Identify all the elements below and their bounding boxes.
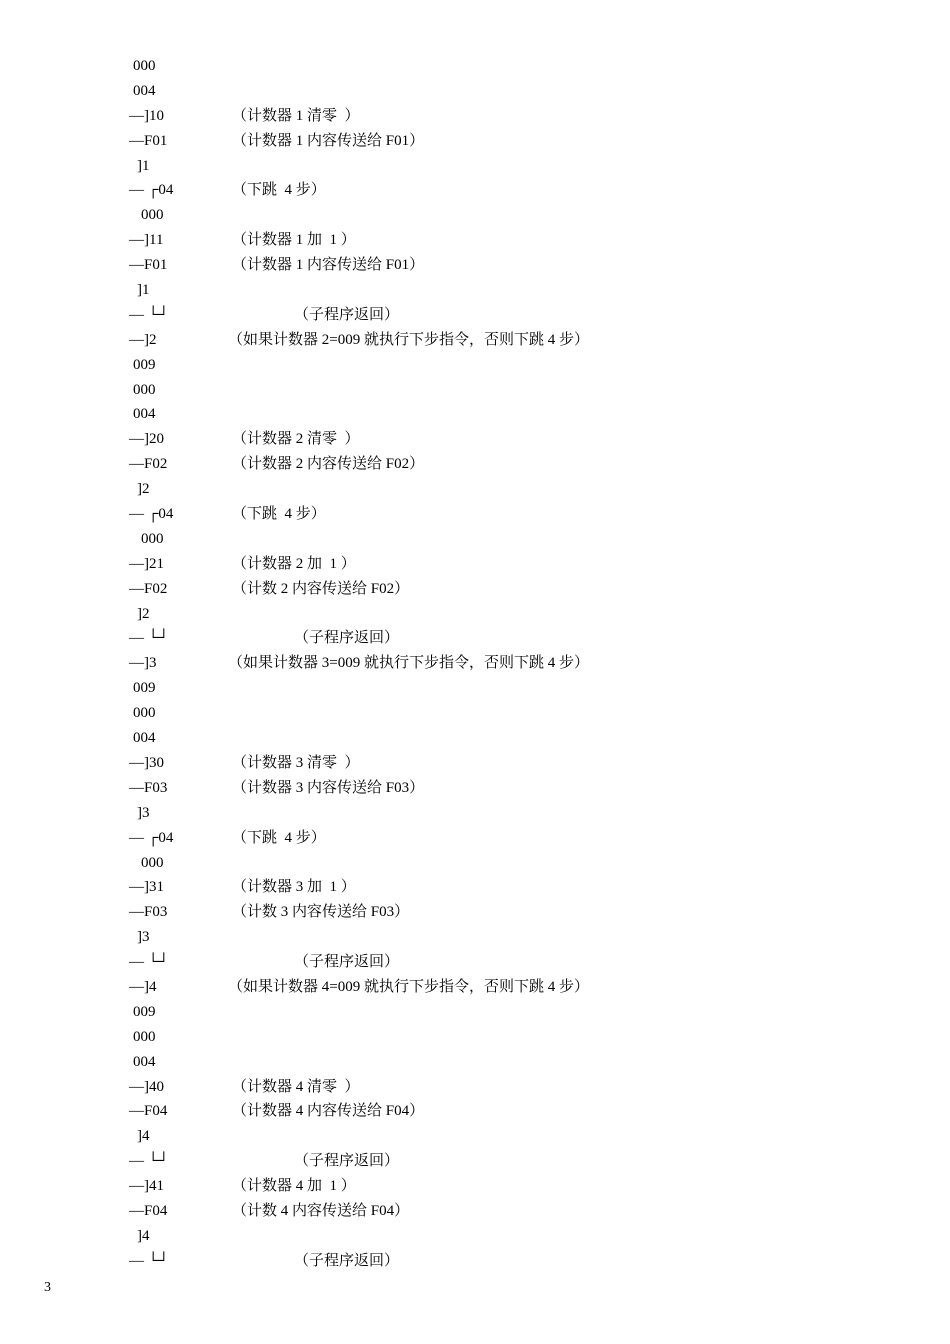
- listing-line: [0, 502, 950, 527]
- instruction-comment: （计数器 2 加 1 ）: [232, 555, 356, 572]
- listing-line: [0, 751, 950, 776]
- instruction-comment: （计数器 3 清零 ）: [232, 754, 360, 771]
- listing-line: [0, 900, 950, 925]
- listing-line: [0, 104, 950, 129]
- instruction-comment: （计数 3 内容传送给 F03）: [232, 904, 410, 921]
- instruction-code: ]4: [137, 1227, 150, 1244]
- instruction-code: 000: [133, 58, 156, 74]
- listing-line: [0, 427, 950, 452]
- listing-line: [0, 851, 950, 876]
- instruction-code: 000: [133, 1028, 156, 1045]
- listing-line: [0, 402, 950, 427]
- instruction-comment: （如果计数器 2=009 就执行下步指令，否则下跳 4 步）: [228, 331, 589, 348]
- instruction-comment: （计数器 4 清零 ）: [232, 1078, 360, 1095]
- listing-line: [0, 950, 950, 975]
- instruction-comment: （子程序返回）: [294, 1252, 400, 1269]
- page-number: 3: [44, 1280, 51, 1295]
- listing-line: [0, 303, 950, 328]
- listing-line: [0, 477, 950, 502]
- instruction-code: —]10: [129, 107, 164, 124]
- listing-line: [0, 1174, 950, 1199]
- listing-line: [0, 378, 950, 403]
- instruction-code: — └┘: [129, 1252, 170, 1269]
- instruction-code: —]21: [129, 555, 164, 572]
- listing-line: [0, 527, 950, 552]
- listing-line: [0, 726, 950, 751]
- instruction-code: —F01: [129, 132, 168, 149]
- instruction-comment: （子程序返回）: [294, 306, 400, 323]
- instruction-comment: （计数器 4 加 1 ）: [232, 1178, 356, 1195]
- listing-line: [0, 826, 950, 851]
- instruction-comment: （计数 2 内容传送给 F02）: [232, 580, 410, 597]
- listing-line: [0, 79, 950, 104]
- instruction-comment: （下跳 4 步）: [232, 182, 326, 199]
- instruction-comment: （计数器 2 清零 ）: [232, 431, 360, 448]
- instruction-code: ]1: [137, 282, 150, 299]
- instruction-code: —]41: [129, 1178, 164, 1195]
- listing-line: [0, 1199, 950, 1224]
- instruction-code: —F02: [129, 580, 168, 597]
- listing-line: [0, 1124, 950, 1149]
- instruction-comment: （计数 4 内容传送给 F04）: [232, 1202, 410, 1219]
- instruction-code: — ┌04: [129, 182, 174, 199]
- instruction-code: ]2: [137, 481, 150, 498]
- instruction-comment: （计数器 4 内容传送给 F04）: [232, 1103, 425, 1120]
- instruction-comment: （计数器 1 加 1 ）: [232, 232, 356, 249]
- instruction-comment: （子程序返回）: [294, 954, 400, 971]
- listing-line: [0, 178, 950, 203]
- listing-line: [0, 452, 950, 477]
- instruction-code: —F03: [129, 904, 168, 921]
- listing-line: [0, 1075, 950, 1100]
- instruction-comment: （如果计数器 3=009 就执行下步指令，否则下跳 4 步）: [228, 655, 589, 672]
- listing-line: [0, 328, 950, 353]
- instruction-code: 000: [133, 381, 156, 398]
- instruction-comment: （计数器 2 内容传送给 F02）: [232, 456, 425, 473]
- instruction-code: —]31: [129, 879, 164, 896]
- instruction-comment: （计数器 3 加 1 ）: [232, 879, 356, 896]
- instruction-code: 000: [141, 207, 164, 224]
- instruction-comment: （计数器 1 清零 ）: [232, 107, 360, 124]
- instruction-comment: （计数器 1 内容传送给 F01）: [232, 132, 425, 149]
- listing-line: [0, 1099, 950, 1124]
- listing-line: [0, 154, 950, 179]
- listing-line: [0, 54, 950, 79]
- instruction-comment: （子程序返回）: [294, 630, 400, 647]
- instruction-code: —F02: [129, 456, 168, 473]
- listing-line: [0, 626, 950, 651]
- listing-line: [0, 1249, 950, 1274]
- instruction-code: —F04: [129, 1202, 168, 1219]
- listing-line: [0, 228, 950, 253]
- instruction-code: —F01: [129, 257, 168, 274]
- instruction-code: —]30: [129, 754, 164, 771]
- instruction-comment: （下跳 4 步）: [232, 829, 326, 846]
- listing-line: [0, 651, 950, 676]
- instruction-code: ]3: [137, 804, 150, 821]
- instruction-code: —F04: [129, 1103, 168, 1120]
- instruction-code: — └┘: [129, 630, 170, 647]
- instruction-code: 004: [133, 730, 156, 747]
- listing-line: [0, 875, 950, 900]
- instruction-code: — └┘: [129, 954, 170, 971]
- instruction-code: 009: [133, 680, 156, 697]
- listing-line: [0, 203, 950, 228]
- instruction-code: —]11: [129, 232, 164, 249]
- instruction-code: —]4: [129, 978, 157, 995]
- instruction-code: ]2: [137, 605, 150, 622]
- instruction-code: ]3: [137, 929, 150, 946]
- listing-line: [0, 1149, 950, 1174]
- instruction-comment: （下跳 4 步）: [232, 506, 326, 523]
- listing-line: [0, 676, 950, 701]
- listing-line: [0, 701, 950, 726]
- listing-line: [0, 602, 950, 627]
- instruction-code: — ┌04: [129, 829, 174, 846]
- listing-line: [0, 353, 950, 378]
- instruction-code: —]20: [129, 431, 164, 448]
- instruction-comment: （计数器 1 内容传送给 F01）: [232, 257, 425, 274]
- listing-line: [0, 925, 950, 950]
- instruction-comment: （如果计数器 4=009 就执行下步指令，否则下跳 4 步）: [228, 978, 589, 995]
- instruction-code: — └┘: [129, 306, 170, 323]
- listing-line: [0, 1224, 950, 1249]
- instruction-code: 009: [133, 1003, 156, 1020]
- instruction-code: 000: [141, 530, 164, 547]
- instruction-code: —]40: [129, 1078, 164, 1095]
- listing-line: [0, 1000, 950, 1025]
- instruction-code: —]2: [129, 331, 157, 348]
- instruction-code: 000: [133, 705, 156, 722]
- program-listing: [0, 54, 950, 1274]
- instruction-code: 004: [133, 82, 156, 99]
- listing-line: [0, 577, 950, 602]
- listing-line: [0, 801, 950, 826]
- listing-line: [0, 253, 950, 278]
- instruction-code: —F03: [129, 779, 168, 796]
- listing-line: [0, 975, 950, 1000]
- instruction-comment: （计数器 3 内容传送给 F03）: [232, 779, 425, 796]
- listing-line: [0, 776, 950, 801]
- instruction-code: — ┌04: [129, 506, 174, 523]
- listing-line: [0, 1050, 950, 1075]
- instruction-code: 004: [133, 1053, 156, 1070]
- instruction-code: —]3: [129, 655, 157, 672]
- instruction-code: ]1: [137, 157, 150, 174]
- listing-line: [0, 129, 950, 154]
- instruction-code: 004: [133, 406, 156, 423]
- listing-line: [0, 1025, 950, 1050]
- instruction-code: 000: [141, 854, 164, 871]
- instruction-code: ]4: [137, 1128, 150, 1145]
- listing-line: [0, 278, 950, 303]
- listing-line: [0, 552, 950, 577]
- instruction-code: 009: [133, 356, 156, 373]
- instruction-code: — └┘: [129, 1153, 170, 1170]
- instruction-comment: （子程序返回）: [294, 1153, 400, 1170]
